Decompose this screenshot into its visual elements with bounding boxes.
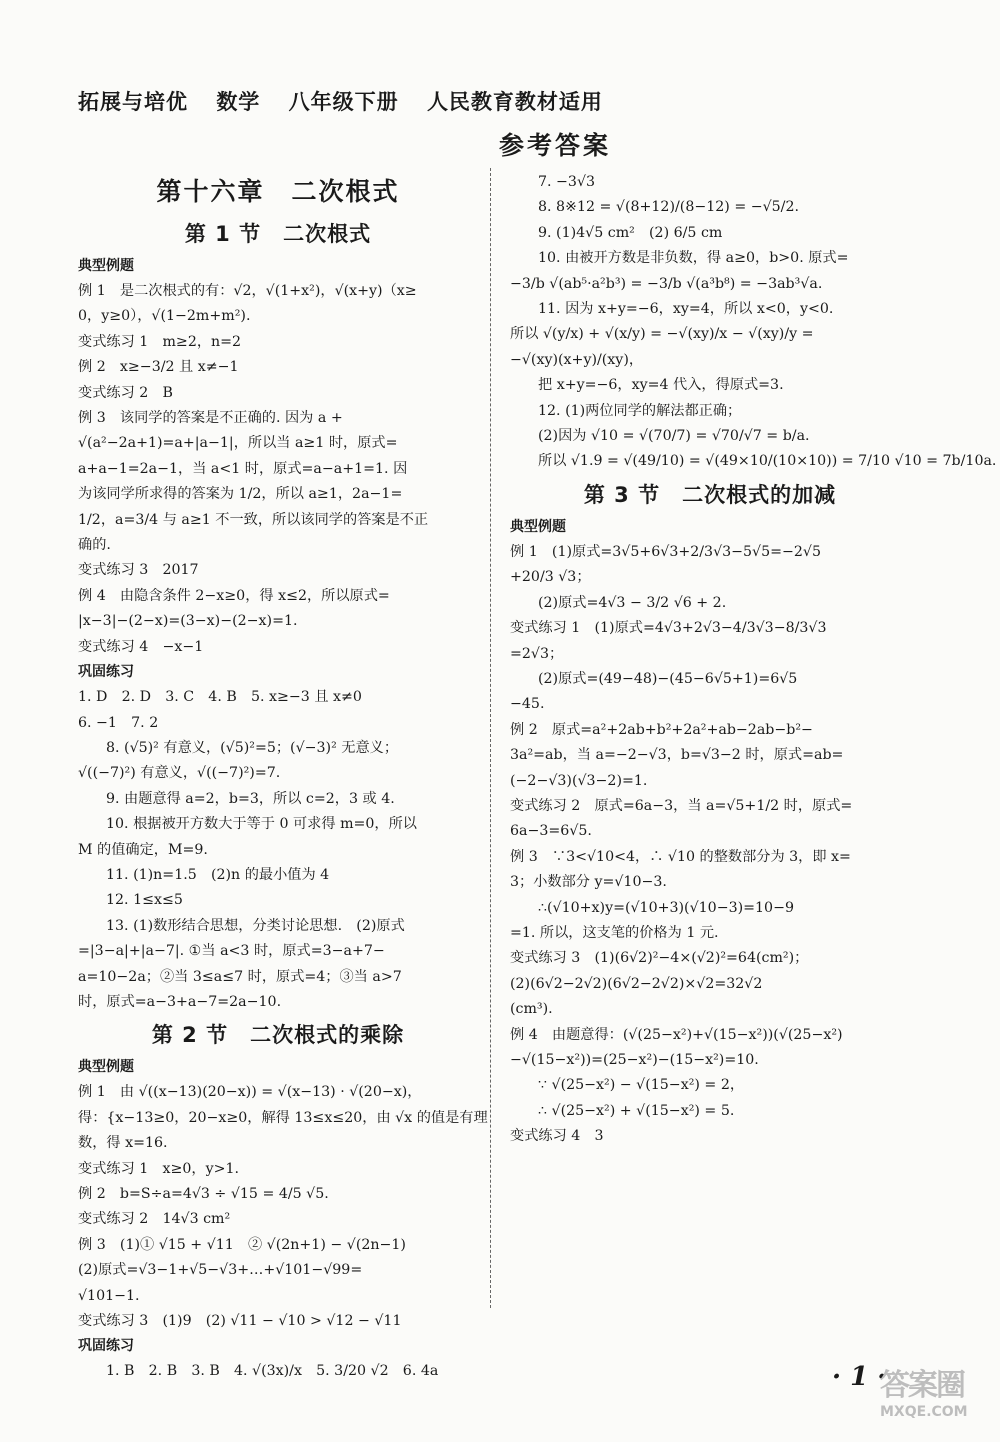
answer-line: M 的值确定，M=9. (78, 841, 208, 858)
answer-line: 12. (1)两位同学的解法都正确； (538, 402, 742, 419)
answer-line: 0，y≥0），√(1−2m+m²). (78, 308, 251, 325)
section-heading: 第 3 节 二次根式的加减 (583, 482, 837, 507)
answer-line: √((−7)²) 有意义，√((−7)²)=7. (78, 765, 281, 782)
answer-line: (cm³). (510, 1001, 553, 1018)
answer-line: (2)原式=(49−48)−(45−6√5+1)=6√5 (538, 670, 798, 687)
answer-line: −3/b √(ab⁵·a²b³) = −3/b √(a³b⁸) = −3ab³√a. (510, 275, 823, 292)
answer-line: 例 3 (1)① √15 + √11 ② √(2n+1) − √(2n−1) (78, 1236, 406, 1253)
answer-line: 变式练习 3 (1)9 (2) √11 − √10 > √12 − √11 (78, 1313, 402, 1330)
subheading: 典型例题 (78, 1059, 134, 1076)
answer-line: 变式练习 2 14√3 cm² (78, 1211, 231, 1228)
answer-line: 1. B 2. B 3. B 4. √(3x)/x 5. 3/20 √2 6. 4a (106, 1363, 439, 1380)
answer-line: 变式练习 4 −x−1 (78, 638, 204, 655)
subheading: 巩固练习 (78, 1338, 134, 1355)
answer-line: 变式练习 4 3 (510, 1128, 604, 1145)
answer-line: 12. 1≤x≤5 (106, 892, 183, 909)
section-heading: 第 1 节 二次根式 (184, 222, 372, 246)
answer-line: ∵ √(25−x²) − √(15−x²) = 2， (538, 1077, 745, 1094)
answer-line: 9. (1)4√5 cm² (2) 6/5 cm (538, 224, 723, 241)
answer-line: 8. (√5)² 有意义，(√5)²=5；(√−3)² 无意义； (106, 739, 399, 756)
answer-line: 例 1 由 √((x−13)(20−x)) = √(x−13) · √(20−x)， (78, 1084, 422, 1101)
answer-line: 1. D 2. D 3. C 4. B 5. x≥−3 且 x≠0 (78, 689, 362, 706)
answer-line: 变式练习 3 2017 (78, 562, 199, 579)
answer-line: 变式练习 1 x≥0，y>1. (78, 1160, 240, 1177)
answer-line: 8. 8※12 = √(8+12)/(8−12) = −√5/2. (538, 199, 799, 216)
answer-line: =1. 所以，这支笔的价格为 1 元. (510, 924, 719, 941)
answer-line: 数，得 x=16. (78, 1135, 168, 1152)
header-item: 拓展与培优 (78, 90, 188, 114)
answer-line: 9. 由题意得 a=2，b=3，所以 c=2，3 或 4. (106, 790, 395, 807)
answer-line: =|3−a|+|a−7|. ①当 a<3 时，原式=3−a+7− (78, 943, 385, 960)
answer-line: 例 4 由题意得：(√(25−x²)+√(15−x²))(√(25−x²) (510, 1026, 843, 1043)
answer-line: 例 3 ∵3<√10<4，∴ √10 的整数部分为 3，即 x= (510, 848, 851, 865)
answer-line: 时，原式=a−3+a−7=2a−10. (78, 993, 282, 1010)
answer-line: (2)(6√2−2√2)(6√2−2√2)×√2=32√2 (510, 975, 763, 992)
left-column (78, 170, 488, 1385)
subheading: 典型例题 (78, 258, 134, 274)
watermark (880, 1360, 990, 1432)
answer-line: 1/2，a=3/4 与 a≥1 不一致，所以该同学的答案是不正 (78, 511, 429, 528)
answer-line: 13. (1)数形结合思想，分类讨论思想. (2)原式 (106, 917, 405, 934)
answer-line: 3；小数部分 y=√10−3. (510, 874, 667, 891)
column-divider (490, 168, 491, 1308)
answer-line: 所以 √1.9 = √(49/10) = √(49×10/(10×10)) = 7/10 √10 = 7b/10a. (538, 453, 997, 470)
answer-line: 得：{x−13≥0，20−x≥0，解得 13≤x≤20，由 √x 的值是有理 (78, 1109, 488, 1126)
subheading: 巩固练习 (78, 664, 134, 681)
answer-line: (−2−√3)(√3−2)=1. (510, 772, 648, 789)
answer-line: 3a²=ab，当 a=−2−√3，b=√3−2 时，原式=ab= (510, 747, 844, 764)
answer-line: 变式练习 1 (1)原式=4√3+2√3−4/3√3−8/3√3 (510, 620, 827, 637)
answer-line: |x−3|−(2−x)=(3−x)−(2−x)=1. (78, 613, 298, 630)
answer-line: (2)原式=√3−1+√5−√3+…+√101−√99= (78, 1262, 363, 1279)
answer-line: −√(15−x²))=(25−x²)−(15−x²)=10. (510, 1052, 759, 1068)
answer-line: 例 1 (1)原式=3√5+6√3+2/3√3−5√5=−2√5 (510, 543, 821, 560)
answer-line: a+a−1=2a−1，当 a<1 时，原式=a−a+1=1. 因 (78, 460, 408, 477)
answer-line: 变式练习 2 原式=6a−3，当 a=√5+1/2 时，原式= (510, 797, 853, 814)
answer-line: 例 1 是二次根式的有：√2，√(1+x²)，√(x+y)（x≥ (78, 283, 417, 299)
answer-line: 例 2 x≥−3/2 且 x≠−1 (78, 359, 239, 376)
chapter-heading: 第十六章 二次根式 (156, 177, 400, 206)
answer-line: 为该同学所求得的答案为 1/2，所以 a≥1，2a−1= (78, 486, 403, 503)
answer-line: 10. 由被开方数是非负数，得 a≥0，b>0. 原式= (538, 250, 849, 267)
answer-line: 6a−3=6√5. (510, 823, 592, 840)
answer-line: ∴ √(25−x²) + √(15−x²) = 5. (538, 1102, 735, 1119)
answer-line: √(a²−2a+1)=a+|a−1|，所以当 a≥1 时，原式= (78, 435, 398, 452)
watermark-url: MXQE.COM (880, 1404, 968, 1420)
watermark-logo: 答案圈 (880, 1368, 964, 1403)
answer-line: −√(xy)(x+y)/(xy)， (510, 351, 644, 368)
answer-line: 11. (1)n=1.5 (2)n 的最小值为 4 (106, 866, 330, 883)
answer-line: √101−1. (78, 1287, 140, 1304)
answer-line: 例 3 该同学的答案是不正确的. 因为 a + (78, 410, 343, 427)
answer-line: (2)原式=4√3 − 3/2 √6 + 2. (538, 594, 727, 611)
answer-line: +20/3 √3； (510, 569, 591, 586)
page-number: · 1 · (832, 1362, 887, 1392)
book-header (78, 86, 623, 116)
section-heading: 第 2 节 二次根式的乘除 (151, 1023, 405, 1048)
answer-line: 例 2 b=S÷a=4√3 ÷ √15 = 4/5 √5. (78, 1186, 329, 1202)
right-column (510, 170, 997, 1150)
answer-line: 确的. (78, 537, 111, 554)
answer-line: 7. −3√3 (538, 174, 596, 190)
header-item: 人民教育教材适用 (426, 90, 603, 114)
answer-line: 把 x+y=−6，xy=4 代入，得原式=3. (538, 377, 784, 394)
page-title: 参考答案 (498, 131, 611, 160)
answer-line: (2)因为 √10 = √(70/7) = √70/√7 = b/a. (538, 428, 810, 445)
answer-line: 变式练习 2 B (78, 384, 173, 401)
subheading: 典型例题 (510, 518, 566, 535)
answer-line: a=10−2a；②当 3≤a≤7 时，原式=4；③当 a>7 (78, 968, 402, 985)
answer-line: −45. (510, 696, 545, 713)
answer-line: 11. 因为 x+y=−6，xy=4，所以 x<0，y<0. (538, 301, 834, 318)
answer-line: 例 4 由隐含条件 2−x≥0，得 x≤2，所以原式= (78, 587, 390, 604)
answer-line: ∴(√10+x)y=(√10+3)(√10−3)=10−9 (538, 899, 794, 916)
answer-line: 变式练习 1 m≥2，n=2 (78, 333, 242, 350)
answer-line: 10. 根据被开方数大于等于 0 可求得 m=0，所以 (106, 816, 417, 833)
answer-line: 所以 √(y/x) + √(x/y) = −√(xy)/x − √(xy)/y = (510, 326, 814, 343)
answer-line: 6. −1 7. 2 (78, 714, 159, 731)
header-item: 数学 (216, 90, 261, 114)
answer-line: =2√3； (510, 645, 564, 662)
header-item: 八年级下册 (288, 90, 399, 114)
answer-line: 例 2 原式=a²+2ab+b²+2a²+ab−2ab−b²− (510, 721, 813, 738)
answer-line: 变式练习 3 (1)(6√2)²−4×(√2)²=64(cm²)； (510, 950, 809, 967)
